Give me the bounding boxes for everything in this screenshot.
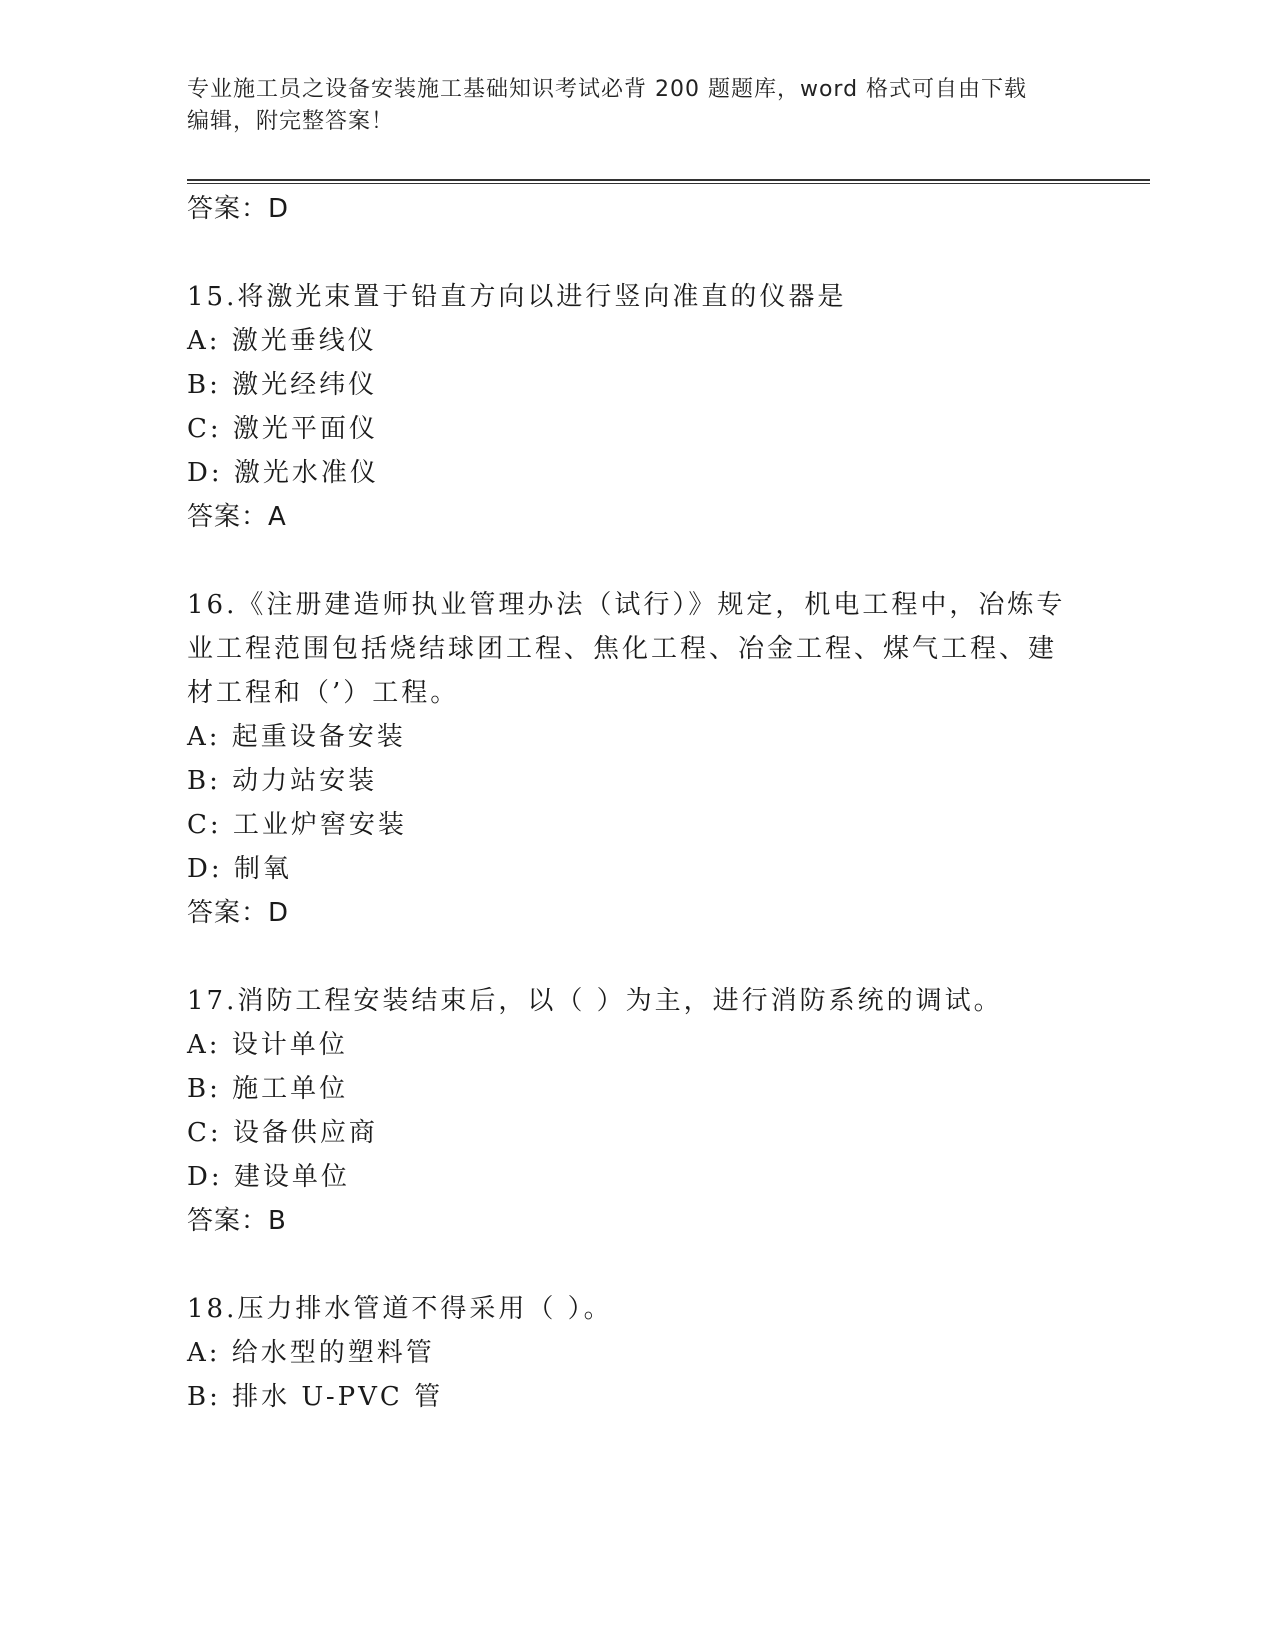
question-16-stem-line-2: 业工程范围包括烧结球团工程、焦化工程、冶金工程、煤气工程、建: [187, 634, 1058, 664]
question-17-option-c: C: 设备供应商: [187, 1118, 378, 1148]
question-15-option-b: B: 激光经纬仪: [187, 370, 378, 400]
question-17-option-d: D: 建设单位: [187, 1162, 350, 1192]
header-line-1: 专业施工员之设备安装施工基础知识考试必背 200 题题库，word 格式可自由下载: [187, 77, 1028, 102]
question-16-answer: 答案：D: [187, 898, 290, 928]
header-line-2: 编辑，附完整答案！: [187, 109, 395, 134]
question-17-answer: 答案：B: [187, 1206, 287, 1236]
question-16-option-c: C: 工业炉窖安装: [187, 810, 407, 840]
question-18-option-a: A: 给水型的塑料管: [187, 1338, 435, 1368]
document-header: [187, 74, 1087, 138]
question-16-option-b: B: 动力站安装: [187, 766, 378, 796]
question-15-option-c: C: 激光平面仪: [187, 414, 378, 444]
question-16-option-d: D: 制氧: [187, 854, 292, 884]
question-16-option-a: A: 起重设备安装: [187, 722, 406, 752]
header-divider: [187, 179, 1150, 184]
question-15-answer: 答案：A: [187, 502, 287, 532]
question-17-option-a: A: 设计单位: [187, 1030, 348, 1060]
question-17-option-b: B: 施工单位: [187, 1074, 349, 1104]
question-18-stem: 18.压力排水管道不得采用（ ）。: [187, 1294, 613, 1324]
question-15-option-a: A: 激光垂线仪: [187, 326, 377, 356]
question-17-stem: 17.消防工程安装结束后，以（ ）为主，进行消防系统的调试。: [187, 986, 1003, 1016]
previous-answer: 答案：D: [187, 194, 290, 224]
question-16-stem-line-3: 材工程和（’）工程。: [187, 678, 460, 708]
question-18-option-b: B: 排水 U-PVC 管: [187, 1382, 444, 1412]
question-15-option-d: D: 激光水准仪: [187, 458, 379, 488]
question-16-stem-line-1: 16.《注册建造师执业管理办法（试行）》规定，机电工程中，冶炼专: [187, 590, 1066, 620]
question-15-stem: 15.将激光束置于铅直方向以进行竖向准直的仪器是: [187, 282, 847, 312]
